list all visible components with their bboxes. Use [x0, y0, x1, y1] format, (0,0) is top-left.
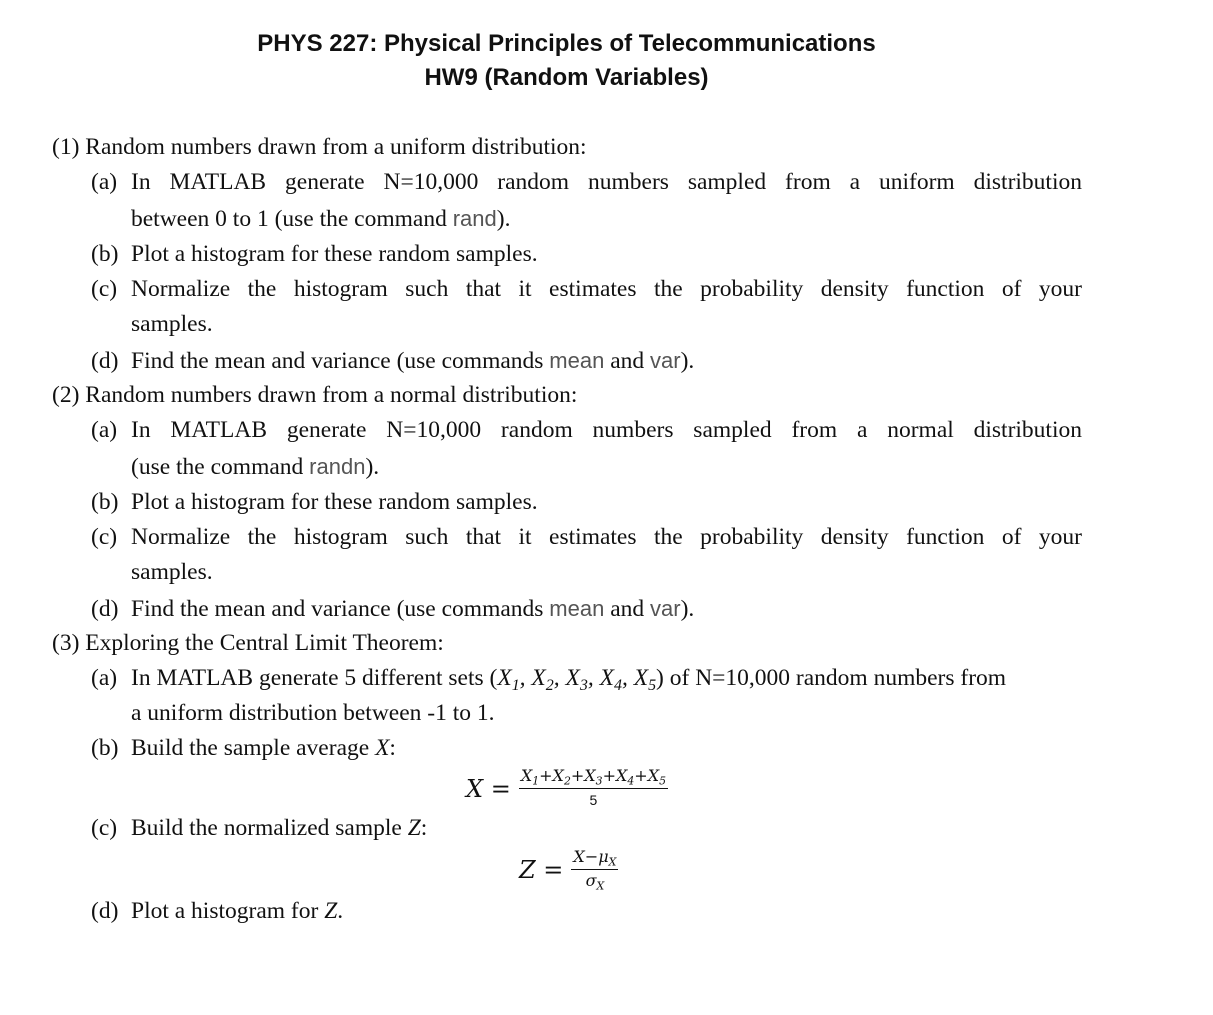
- q1-a-line1: [91, 167, 131, 197]
- q1-d: [91, 346, 694, 376]
- text: between 0 to 1 (use the command: [131, 206, 453, 232]
- q1-b: [91, 239, 538, 269]
- q1-c-line2: samples.: [131, 311, 213, 337]
- text: Build the normalized sample: [131, 815, 408, 841]
- fraction-denominator: 5: [589, 792, 598, 808]
- matlab-command: var: [650, 596, 681, 621]
- q1-heading: (1) Random numbers drawn from a uniform distribution:: [52, 134, 587, 160]
- text: ).: [496, 206, 511, 232]
- q2-a-line1: [91, 415, 131, 445]
- q3-c: [91, 813, 427, 843]
- text: and: [604, 596, 651, 622]
- q2-heading: (2) Random numbers drawn from a normal distribution:: [52, 382, 578, 408]
- q2-a-text: In MATLAB generate N=10,000 random numbers sampled from a normal distribution: [131, 417, 1082, 443]
- q3-a-line1: [91, 663, 1006, 693]
- q1-a-text: In MATLAB generate N=10,000 random numbers sampled from a uniform distribution: [131, 169, 1082, 195]
- item-label: (d): [91, 596, 119, 622]
- text: Find the mean and variance (use commands: [131, 596, 550, 622]
- text: :: [420, 815, 428, 841]
- q2-a-line2: [131, 452, 379, 482]
- q3-a-line2: a uniform distribution between -1 to 1.: [131, 700, 495, 726]
- q1-a-line2: [131, 204, 510, 234]
- item-label: (b): [91, 241, 119, 267]
- math-variable: X: [375, 735, 390, 761]
- item-label: (a): [91, 665, 118, 691]
- fraction: [571, 847, 618, 892]
- item-label: (c): [91, 276, 118, 302]
- text: (use the command: [131, 454, 310, 480]
- text: :: [389, 735, 396, 761]
- item-label: (d): [91, 898, 119, 924]
- item-label: (b): [91, 735, 119, 761]
- item-label: (c): [91, 524, 118, 550]
- q2-d: [91, 594, 694, 624]
- matlab-command: mean: [549, 348, 605, 373]
- text: and: [604, 348, 651, 374]
- q3-d: [91, 896, 343, 926]
- item-label: (a): [91, 417, 118, 443]
- q2-b: [91, 487, 538, 517]
- q3-b: [91, 733, 396, 763]
- text: In MATLAB generate 5 different sets (: [131, 665, 498, 691]
- matlab-command: rand: [452, 206, 497, 231]
- q2-c-line1: [91, 522, 131, 552]
- equation-lhs: X =: [466, 774, 511, 803]
- math-variable: Z: [324, 898, 338, 924]
- text: ) of N=10,000 random numbers from: [656, 665, 1007, 691]
- fraction-denominator: $\sigma_X$: [585, 871, 605, 893]
- item-label: (a): [91, 169, 118, 195]
- fraction-numerator: $X-\mu_X$: [573, 847, 617, 869]
- math-variable: Z: [407, 815, 421, 841]
- text: Plot a histogram for: [131, 898, 325, 924]
- course-title: PHYS 227: Physical Principles of Telecommunications: [257, 30, 876, 57]
- item-label: (b): [91, 489, 119, 515]
- matlab-command: mean: [549, 596, 605, 621]
- item-label: (d): [91, 348, 119, 374]
- text: ).: [680, 596, 695, 622]
- equation-lhs: Z =: [519, 855, 564, 884]
- text: Find the mean and variance (use commands: [131, 348, 550, 374]
- q2-c-text: Normalize the histogram such that it estimates the probability density function of your: [131, 524, 1082, 550]
- text: Build the sample average: [131, 735, 376, 761]
- text: ).: [365, 454, 380, 480]
- fraction-numerator: $X_1+X_2+X_3+X_4+X_5$: [520, 766, 667, 788]
- normalized-sample-equation: [519, 847, 618, 892]
- q1-c-line1: [91, 274, 131, 304]
- homework-title: HW9 (Random Variables): [424, 64, 709, 91]
- q2-c-line2: samples.: [131, 559, 213, 585]
- q1-c-text: Normalize the histogram such that it estimates the probability density function of your: [131, 276, 1082, 302]
- item-text: Plot a histogram for these random samples.: [131, 241, 538, 267]
- matlab-command: var: [650, 348, 681, 373]
- q3-heading: (3) Exploring the Central Limit Theorem:: [52, 630, 444, 656]
- sample-average-equation: [466, 766, 668, 811]
- text: .: [337, 898, 344, 924]
- text: ).: [680, 348, 695, 374]
- math-set-list: $X_1$, $X_2$, $X_3$, $X_4$, $X_5$: [497, 665, 657, 694]
- item-label: (c): [91, 815, 118, 841]
- item-text: Plot a histogram for these random samples.: [131, 489, 538, 515]
- fraction: [519, 766, 668, 811]
- matlab-command: randn: [309, 454, 366, 479]
